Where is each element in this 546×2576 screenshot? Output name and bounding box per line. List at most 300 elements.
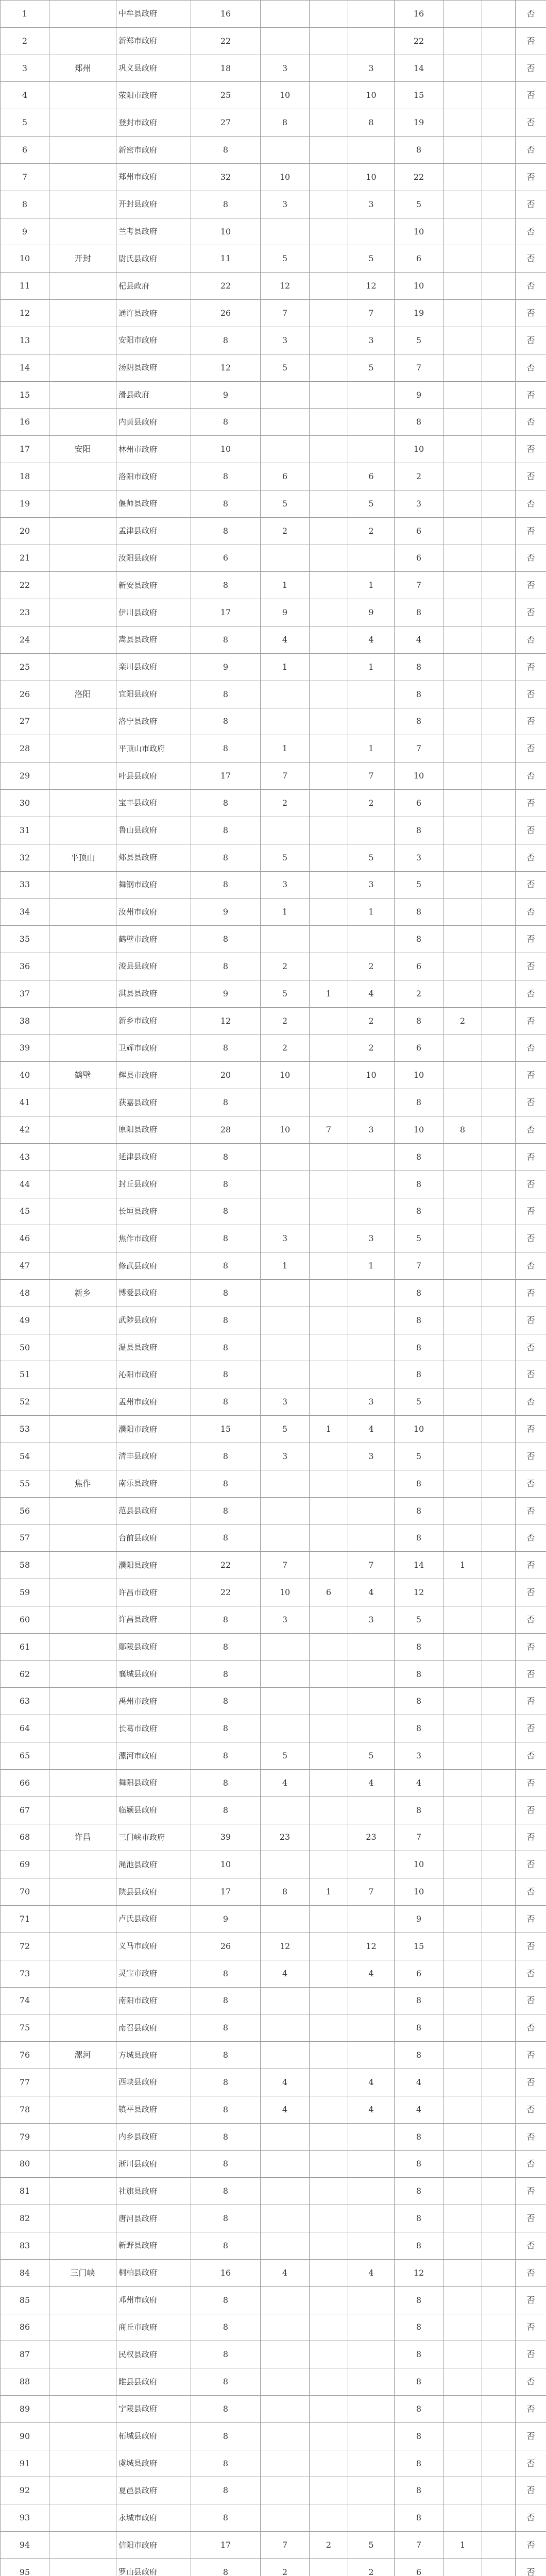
flag-cell: 否 [515,136,546,164]
c10-cell [482,925,516,953]
flag-cell: 否 [515,571,546,599]
c8-cell: 6 [394,1960,443,1988]
c6-cell [309,1361,348,1388]
name-cell: 西峡县政府 [116,2069,191,2096]
c7-cell [348,2450,395,2478]
total-cell: 8 [191,2177,261,2205]
index-cell: 11 [0,272,49,300]
total-cell: 8 [191,2041,261,2069]
region-cell [49,653,116,681]
total-cell: 8 [191,2232,261,2260]
c7-cell: 4 [348,2069,395,2096]
index-cell: 31 [0,817,49,844]
c6-cell [309,626,348,654]
index-cell: 39 [0,1035,49,1062]
c9-cell [443,953,482,980]
c6-cell [309,898,348,926]
index-cell: 58 [0,1551,49,1579]
region-cell [49,1933,116,1960]
region-cell [49,1388,116,1416]
total-cell: 8 [191,1987,261,2015]
c10-cell [482,2069,516,2096]
index-cell: 6 [0,136,49,164]
total-cell: 8 [191,2014,261,2042]
c6-cell [309,2177,348,2205]
index-cell: 9 [0,218,49,246]
c10-cell [482,1171,516,1198]
region-cell [49,1035,116,1062]
c8-cell: 3 [394,844,443,872]
name-cell: 南阳市政府 [116,1987,191,2015]
c6-cell [309,2205,348,2232]
index-cell: 18 [0,463,49,490]
c7-cell: 5 [348,1742,395,1770]
c9-cell [443,2123,482,2151]
index-cell: 77 [0,2069,49,2096]
c8-cell: 6 [394,953,443,980]
region-cell [49,1198,116,1226]
index-cell: 61 [0,1633,49,1661]
c9-cell [443,2341,482,2368]
flag-cell: 否 [515,272,546,300]
c7-cell: 1 [348,898,395,926]
flag-cell: 否 [515,463,546,490]
total-cell: 8 [191,1960,261,1988]
index-cell: 80 [0,2150,49,2178]
c9-cell [443,1443,482,1470]
flag-cell: 否 [515,708,546,736]
c9-cell [443,1089,482,1116]
c6-cell [309,1497,348,1525]
total-cell: 8 [191,1606,261,1634]
name-cell: 新乡市政府 [116,1007,191,1035]
name-cell: 睢县县政府 [116,2368,191,2396]
c10-cell [482,27,516,55]
c8-cell: 8 [394,1361,443,1388]
name-cell: 滑县政府 [116,381,191,409]
total-cell: 8 [191,2422,261,2450]
c7-cell [348,1660,395,1688]
c10-cell [482,2259,516,2287]
c5-cell: 10 [260,1061,310,1089]
total-cell: 15 [191,1415,261,1443]
region-cell [49,1524,116,1552]
c6-cell [309,2014,348,2042]
c8-cell: 8 [394,2368,443,2396]
c6-cell [309,1470,348,1498]
flag-cell: 否 [515,245,546,273]
c6-cell [309,1687,348,1715]
index-cell: 54 [0,1443,49,1470]
total-cell: 8 [191,2286,261,2314]
c6-cell [309,1960,348,1988]
c5-cell [260,1851,310,1878]
flag-cell: 否 [515,109,546,137]
region-cell [49,2123,116,2151]
name-cell: 汝阳县政府 [116,545,191,572]
c8-cell: 8 [394,2314,443,2342]
total-cell: 8 [191,2150,261,2178]
c5-cell [260,681,310,708]
c9-cell [443,27,482,55]
c10-cell [482,2286,516,2314]
c6-cell [309,463,348,490]
name-cell: 灵宝市政府 [116,1960,191,1988]
total-cell: 8 [191,1687,261,1715]
c9-cell [443,1252,482,1280]
c5-cell: 1 [260,735,310,762]
c6-cell [309,1797,348,1824]
total-cell: 8 [191,408,261,436]
flag-cell: 否 [515,299,546,327]
flag-cell: 否 [515,1769,546,1797]
flag-cell: 否 [515,2123,546,2151]
c7-cell: 2 [348,789,395,817]
c5-cell: 23 [260,1824,310,1852]
c5-cell [260,2014,310,2042]
total-cell: 8 [191,1524,261,1552]
c5-cell [260,218,310,246]
c7-cell: 3 [348,1606,395,1634]
name-cell: 南召县政府 [116,2014,191,2042]
c8-cell: 5 [394,1388,443,1416]
c8-cell: 15 [394,81,443,109]
c8-cell: 8 [394,1089,443,1116]
c10-cell [482,1960,516,1988]
c8-cell: 8 [394,408,443,436]
name-cell: 辉县市政府 [116,1061,191,1089]
region-cell [49,2531,116,2559]
total-cell: 8 [191,490,261,518]
total-cell: 8 [191,626,261,654]
c10-cell [482,1851,516,1878]
c6-cell [309,299,348,327]
c6-cell: 1 [309,980,348,1008]
c6-cell [309,1061,348,1089]
c9-cell [443,681,482,708]
total-cell: 8 [191,1769,261,1797]
total-cell: 8 [191,1797,261,1824]
c7-cell: 1 [348,653,395,681]
c6-cell [309,1905,348,1933]
total-cell: 8 [191,1470,261,1498]
c7-cell: 4 [348,2259,395,2287]
c5-cell [260,1633,310,1661]
flag-cell: 否 [515,2232,546,2260]
c5-cell: 3 [260,1225,310,1252]
flag-cell: 否 [515,354,546,382]
index-cell: 85 [0,2286,49,2314]
c8-cell: 16 [394,0,443,28]
c6-cell [309,1334,348,1362]
flag-cell: 否 [515,2531,546,2559]
total-cell: 8 [191,735,261,762]
total-cell: 8 [191,463,261,490]
c7-cell: 3 [348,191,395,218]
c7-cell [348,2477,395,2504]
name-cell: 许昌市政府 [116,1579,191,1606]
c8-cell: 19 [394,299,443,327]
index-cell: 42 [0,1116,49,1144]
region-cell [49,980,116,1008]
region-cell [49,2477,116,2504]
index-cell: 94 [0,2531,49,2559]
region-cell [49,1715,116,1742]
flag-cell: 否 [515,1334,546,1362]
region-cell [49,81,116,109]
name-cell: 临颍县政府 [116,1797,191,1824]
c7-cell [348,2341,395,2368]
c7-cell [348,1198,395,1226]
c7-cell: 2 [348,1035,395,1062]
flag-cell: 否 [515,2314,546,2342]
c5-cell: 9 [260,599,310,626]
index-cell: 64 [0,1715,49,1742]
c7-cell [348,1987,395,2015]
region-cell: 新乡 [49,1279,116,1307]
c8-cell: 8 [394,2477,443,2504]
index-cell: 71 [0,1905,49,1933]
c6-cell [309,136,348,164]
c7-cell [348,1497,395,1525]
c9-cell [443,2069,482,2096]
name-cell: 范县县政府 [116,1497,191,1525]
c8-cell: 9 [394,381,443,409]
c6-cell [309,218,348,246]
c10-cell [482,109,516,137]
region-cell [49,1579,116,1606]
c5-cell [260,1987,310,2015]
name-cell: 焦作市政府 [116,1225,191,1252]
region-cell [49,1742,116,1770]
index-cell: 14 [0,354,49,382]
c9-cell [443,1797,482,1824]
total-cell: 16 [191,0,261,28]
index-cell: 41 [0,1089,49,1116]
c10-cell [482,381,516,409]
c6-cell [309,735,348,762]
c10-cell [482,2341,516,2368]
c9-cell [443,1987,482,2015]
region-cell [49,517,116,545]
c7-cell: 2 [348,1007,395,1035]
total-cell: 8 [191,925,261,953]
c5-cell: 10 [260,81,310,109]
index-cell: 90 [0,2422,49,2450]
flag-cell: 否 [515,327,546,354]
c9-cell [443,354,482,382]
name-cell: 新密市政府 [116,136,191,164]
flag-cell: 否 [515,789,546,817]
c5-cell [260,136,310,164]
c5-cell [260,545,310,572]
name-cell: 邓州市政府 [116,2286,191,2314]
c5-cell: 3 [260,55,310,82]
name-cell: 鹤壁市政府 [116,925,191,953]
name-cell: 安阳市政府 [116,327,191,354]
c8-cell: 5 [394,191,443,218]
name-cell: 伊川县政府 [116,599,191,626]
c8-cell: 8 [394,136,443,164]
c7-cell [348,2014,395,2042]
c5-cell: 5 [260,1415,310,1443]
c6-cell [309,2096,348,2124]
name-cell: 博爱县政府 [116,1279,191,1307]
name-cell: 唐河县政府 [116,2205,191,2232]
region-cell [49,163,116,191]
c7-cell [348,1797,395,1824]
c9-cell [443,163,482,191]
c9-cell [443,1715,482,1742]
c10-cell [482,844,516,872]
region-cell [49,1443,116,1470]
c9-cell [443,381,482,409]
c9-cell [443,1415,482,1443]
index-cell: 22 [0,571,49,599]
c5-cell [260,1307,310,1334]
region-cell [49,109,116,137]
c6-cell [309,1252,348,1280]
c10-cell [482,2450,516,2478]
index-cell: 26 [0,681,49,708]
c9-cell [443,925,482,953]
index-cell: 50 [0,1334,49,1362]
region-cell [49,1361,116,1388]
index-cell: 75 [0,2014,49,2042]
c7-cell [348,708,395,736]
c8-cell: 7 [394,571,443,599]
c7-cell [348,2395,395,2423]
flag-cell: 否 [515,2069,546,2096]
name-cell: 鄢陵县政府 [116,1633,191,1661]
name-cell: 汤阴县政府 [116,354,191,382]
c5-cell [260,1524,310,1552]
flag-cell: 否 [515,0,546,28]
c6-cell [309,1715,348,1742]
c5-cell [260,1497,310,1525]
index-cell: 59 [0,1579,49,1606]
c10-cell [482,1061,516,1089]
c8-cell: 2 [394,463,443,490]
index-cell: 33 [0,871,49,899]
c10-cell [482,681,516,708]
c5-cell [260,1797,310,1824]
total-cell: 26 [191,299,261,327]
flag-cell: 否 [515,1633,546,1661]
flag-cell: 否 [515,1443,546,1470]
c5-cell: 5 [260,245,310,273]
index-cell: 35 [0,925,49,953]
c5-cell: 2 [260,953,310,980]
c7-cell [348,1279,395,1307]
c7-cell: 10 [348,1061,395,1089]
total-cell: 39 [191,1824,261,1852]
flag-cell: 否 [515,1061,546,1089]
flag-cell: 否 [515,735,546,762]
c5-cell: 1 [260,1252,310,1280]
c8-cell: 8 [394,1524,443,1552]
flag-cell: 否 [515,653,546,681]
c7-cell: 4 [348,2096,395,2124]
c7-cell [348,1143,395,1171]
flag-cell: 否 [515,1116,546,1144]
name-cell: 郏县县政府 [116,844,191,872]
c9-cell [443,2014,482,2042]
c8-cell: 22 [394,27,443,55]
c8-cell: 8 [394,817,443,844]
c10-cell [482,163,516,191]
c7-cell [348,1334,395,1362]
flag-cell: 否 [515,871,546,899]
index-cell: 93 [0,2504,49,2532]
c7-cell [348,1307,395,1334]
c6-cell [309,490,348,518]
region-cell [49,2014,116,2042]
c7-cell [348,408,395,436]
name-cell: 襄城县政府 [116,1660,191,1688]
total-cell: 8 [191,2450,261,2478]
c8-cell: 5 [394,1225,443,1252]
region-cell [49,571,116,599]
c7-cell: 4 [348,980,395,1008]
c7-cell [348,1687,395,1715]
name-cell: 中牟县政府 [116,0,191,28]
total-cell: 8 [191,1279,261,1307]
name-cell: 修武县政府 [116,1252,191,1280]
c10-cell [482,1797,516,1824]
flag-cell: 否 [515,681,546,708]
c9-cell [443,1361,482,1388]
c7-cell [348,1633,395,1661]
c5-cell [260,2504,310,2532]
c9-cell [443,2504,482,2532]
c9-cell [443,2041,482,2069]
region-cell [49,381,116,409]
c5-cell: 7 [260,299,310,327]
index-cell: 87 [0,2341,49,2368]
total-cell: 8 [191,871,261,899]
index-cell: 19 [0,490,49,518]
flag-cell: 否 [515,1933,546,1960]
name-cell: 渑池县政府 [116,1851,191,1878]
c7-cell: 7 [348,1878,395,1906]
total-cell: 17 [191,1878,261,1906]
c5-cell: 6 [260,463,310,490]
c8-cell: 6 [394,245,443,273]
index-cell: 47 [0,1252,49,1280]
c7-cell [348,2123,395,2151]
region-cell [49,218,116,246]
c6-cell: 2 [309,2531,348,2559]
flag-cell: 否 [515,163,546,191]
c10-cell [482,354,516,382]
total-cell: 22 [191,1579,261,1606]
c5-cell: 2 [260,1007,310,1035]
region-cell: 三门峡 [49,2259,116,2287]
c6-cell [309,571,348,599]
total-cell: 8 [191,1334,261,1362]
region-cell [49,2368,116,2396]
c5-cell: 5 [260,980,310,1008]
flag-cell: 否 [515,1089,546,1116]
c9-cell: 1 [443,1551,482,1579]
c8-cell: 8 [394,1470,443,1498]
c6-cell [309,653,348,681]
flag-cell: 否 [515,2504,546,2532]
index-cell: 24 [0,626,49,654]
c10-cell [482,953,516,980]
c8-cell: 4 [394,626,443,654]
